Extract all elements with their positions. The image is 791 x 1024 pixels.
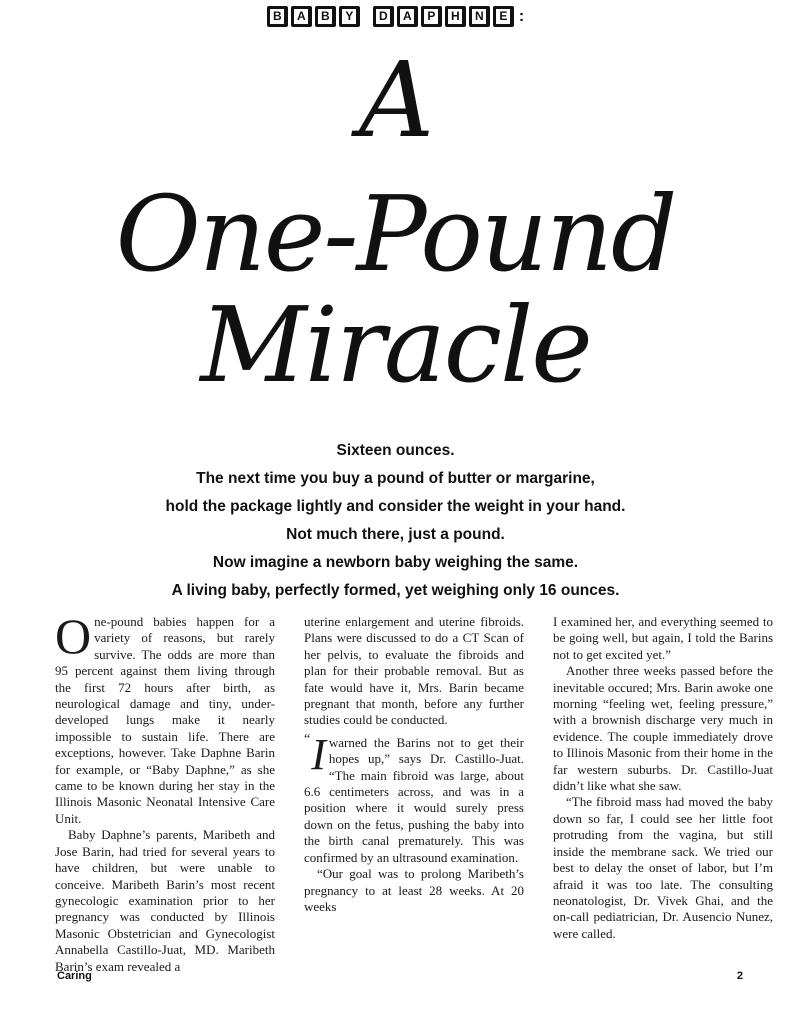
kicker-letter-box: E (493, 6, 514, 27)
paragraph: Baby Daphne’s parents, Maribeth and Jose Barin, had tried for several years to have children, but were unable to conceive. Maribeth Barin’s most recent gynecologic examination prior to her pregnancy was conducted by Illinois Masonic Obstetrician and Gynecologist Annabella Castillo-Juat, MD. Maribeth Barin’s exam revealed a (55, 827, 275, 974)
drop-cap: I (311, 729, 326, 779)
kicker-letter-box: N (469, 6, 490, 27)
deck-line: A living baby, perfectly formed, yet weighing only 16 ounces. (171, 582, 620, 599)
article-column-2 (304, 614, 524, 975)
kicker-letter-box: A (397, 6, 418, 27)
kicker-baby-daphne (0, 6, 791, 27)
kicker-letter-box: A (291, 6, 312, 27)
publication-name: Caring (57, 970, 92, 982)
paragraph: “ I warned the Barins not to get their hopes up,” says Dr. Castillo-Juat. “The main fibroid was large, about 6.6 centimeters across, and was in a position where it would surely press down on the fetus, pushing the baby into the birth canal prematurely. This was confirmed by an ultrasound examination. (304, 729, 524, 865)
article-column-1 (55, 608, 275, 975)
drop-cap: O (55, 608, 92, 664)
paragraph: “The fibroid mass had moved the baby down so far, I could see her little foot protruding from the vagina, but still inside the membrane sack. We tried our best to delay the onset of labor, but I’m afraid it was too late. The consulting neonatologist, Dr. Vivek Ghai, and the on-call pediatrician, Dr. Ausencio Nunez, were called. (553, 794, 773, 941)
headline-line-2: One-Pound (115, 173, 676, 295)
page-number: 2 (736, 970, 743, 982)
deck-line: Not much there, just a pound. (286, 526, 505, 543)
paragraph: One-pound babies happen for a variety of reasons, but rarely survive. The odds are more than 95 percent against them living through the first 72 hours after birth, as neurological damage and tiny, under-developed lungs make it nearly impossible to sustain life. There are exceptions, however. Take Daphne Barin for example, or “Baby Daphne,” as she came to be known during her stay in the Illinois Masonic Neonatal Intensive Care Unit. (55, 608, 275, 826)
article-column-3 (553, 614, 773, 975)
paragraph: uterine enlargement and uterine fibroids. Plans were discussed to do a CT Scan of her pelvis, to evaluate the fibroids and plan for their probable removal. But as fate would have it, Mrs. Barin became pregnant that month, before any further studies could be conducted. (304, 614, 524, 728)
kicker-letter-box: B (267, 6, 288, 27)
deck-line: Now imagine a newborn baby weighing the same. (212, 554, 579, 571)
paragraph: Another three weeks passed before the inevitable occured; Mrs. Barin awoke one morning “feeling wet, feeling pressure,” with a brownish discharge very much in evidence. The couple immediately drove to Illinois Masonic from their home in the far western suburbs. Dr. Castillo-Juat didn’t like what she saw. (553, 663, 773, 794)
paragraph: “Our goal was to prolong Maribeth’s pregnancy to at least 28 weeks. At 20 weeks (304, 866, 524, 914)
open-quote: “ (304, 731, 311, 747)
paragraph: I examined her, and everything seemed to be going well, but again, I told the Barins not to get excited yet.” (553, 614, 773, 662)
deck-line: hold the package lightly and consider the weight in your hand. (165, 498, 626, 515)
kicker-letter-box: H (445, 6, 466, 27)
headline-line-3: Miracle (200, 284, 591, 406)
article-body (55, 608, 773, 975)
deck-line: The next time you buy a pound of butter or margarine, (196, 470, 595, 487)
deck-intro (0, 437, 791, 605)
deck-line: Sixteen ounces. (336, 442, 455, 459)
headline-line-1: A (358, 39, 433, 161)
kicker-letter-box: B (315, 6, 336, 27)
kicker-colon: : (518, 7, 525, 25)
kicker-letter-box: Y (339, 6, 360, 27)
kicker-letter-box: P (421, 6, 442, 27)
kicker-letter-box: D (373, 6, 394, 27)
